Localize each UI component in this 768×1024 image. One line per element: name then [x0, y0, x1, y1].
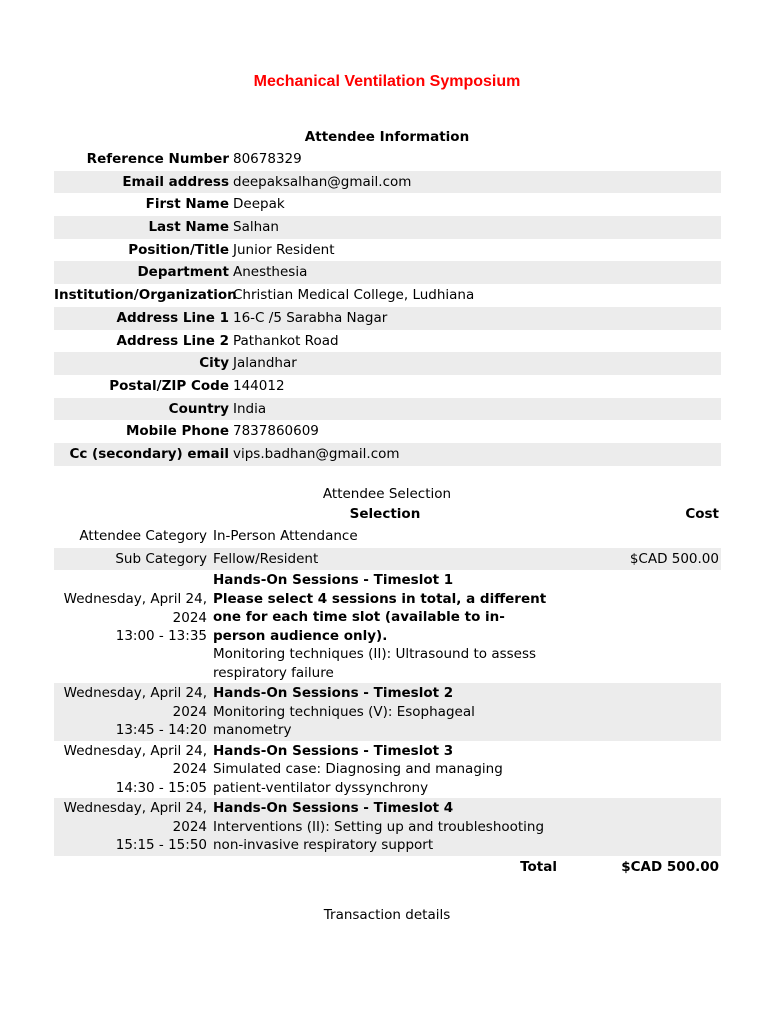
session-title: Hands-On Sessions - Timeslot 1: [213, 572, 454, 588]
info-row-country: [54, 398, 721, 421]
session-time: 13:00 - 13:35: [115, 628, 207, 644]
sub-category-row: [54, 548, 721, 571]
info-value: 7837860609: [233, 423, 319, 440]
session-row-timeslot-2: [54, 683, 721, 741]
info-row-address-line-2: [54, 330, 721, 353]
info-label: Country: [168, 400, 229, 417]
sub-category-label: Sub Category: [115, 550, 207, 567]
session-datetime: [54, 741, 211, 799]
info-row-position-title: [54, 239, 721, 262]
attendee-selection-table: [54, 503, 721, 878]
info-label: Mobile Phone: [125, 423, 229, 440]
info-value: 80678329: [233, 151, 302, 167]
info-label: Institution/Organization: [54, 287, 237, 304]
session-time: 14:30 - 15:05: [115, 779, 207, 796]
session-title: Hands-On Sessions - Timeslot 3: [213, 742, 454, 759]
session-datetime: [54, 683, 211, 741]
info-value: Junior Resident: [233, 241, 335, 258]
session-date: Wednesday, April 24, 2024: [63, 742, 207, 777]
session-row-timeslot-4: [54, 798, 721, 856]
header-spacer: [54, 503, 211, 525]
sub-category-cost: $CAD 500.00: [629, 550, 719, 567]
info-label: First Name: [145, 196, 229, 213]
session-date: Wednesday, April 24, 2024: [63, 591, 207, 626]
cost-column-header: Cost: [685, 506, 719, 522]
info-value: vips.badhan@gmail.com: [233, 445, 400, 462]
attendee-category-row: [54, 525, 721, 548]
info-row-department: [54, 261, 721, 284]
session-cost: [557, 570, 721, 683]
info-row-cc-email: [54, 443, 721, 466]
info-value: Deepak: [233, 196, 285, 213]
info-label: Postal/ZIP Code: [109, 377, 229, 394]
session-row-timeslot-1: [54, 570, 721, 683]
session-title: Hands-On Sessions - Timeslot 2: [213, 685, 454, 701]
info-value: 16-C /5 Sarabha Nagar: [233, 309, 388, 326]
info-value: 144012: [233, 377, 285, 394]
info-row-mobile-phone: [54, 420, 721, 443]
info-label: Cc (secondary) email: [69, 445, 229, 462]
info-value: Anesthesia: [233, 264, 308, 281]
info-label: Address Line 2: [116, 332, 229, 349]
info-value: Jalandhar: [233, 355, 297, 372]
info-row-postal-code: [54, 375, 721, 398]
info-row-last-name: [54, 216, 721, 239]
session-row-timeslot-3: [54, 741, 721, 799]
info-label: City: [199, 355, 229, 372]
info-label: Reference Number: [86, 151, 229, 167]
attendee-category-label: Attendee Category: [79, 528, 207, 544]
info-value: Pathankot Road: [233, 332, 339, 349]
selection-header-row: [54, 503, 721, 525]
session-choice: Monitoring techniques (II): Ultrasound to assess respiratory failure: [213, 646, 537, 681]
info-row-reference-number: [54, 148, 721, 171]
selection-column-header: Selection: [349, 506, 421, 522]
info-label: Position/Title: [128, 241, 229, 258]
info-value: Salhan: [233, 219, 279, 236]
total-value: $CAD 500.00: [621, 858, 719, 875]
attendee-selection-heading: Attendee Selection: [322, 486, 452, 502]
session-cost: [557, 741, 721, 799]
session-date: Wednesday, April 24, 2024: [63, 800, 207, 835]
session-cost: [557, 683, 721, 741]
info-row-institution: [54, 284, 721, 307]
info-label: Last Name: [148, 219, 229, 236]
sub-category-value: Fellow/Resident: [213, 550, 319, 567]
attendee-information-table: [54, 148, 721, 466]
session-datetime: [54, 570, 211, 683]
total-spacer: [54, 856, 211, 878]
transaction-details-heading: Transaction details: [323, 907, 451, 923]
total-label: Total: [520, 858, 557, 875]
info-value: deepaksalhan@gmail.com: [233, 173, 412, 190]
attendee-information-heading: Attendee Information: [304, 129, 470, 145]
info-label: Department: [137, 264, 229, 281]
info-row-address-line-1: [54, 307, 721, 330]
info-row-city: [54, 352, 721, 375]
attendee-category-cost: [557, 525, 721, 548]
info-row-email: [54, 171, 721, 194]
info-label: Email address: [122, 173, 229, 190]
info-value: Christian Medical College, Ludhiana: [233, 287, 475, 304]
session-details: [211, 683, 557, 741]
session-title: Hands-On Sessions - Timeslot 4: [213, 800, 454, 816]
session-time: 13:45 - 14:20: [115, 722, 207, 738]
info-value: India: [233, 400, 267, 417]
info-row-first-name: [54, 193, 721, 216]
info-label: Address Line 1: [116, 309, 229, 326]
session-note: Please select 4 sessions in total, a different one for each time slot (available to in-person audience only).: [213, 590, 547, 644]
session-cost: [557, 798, 721, 856]
session-datetime: [54, 798, 211, 856]
session-choice: Interventions (II): Setting up and troubleshooting non-invasive respiratory support: [213, 818, 545, 853]
session-details: [211, 741, 557, 799]
total-row: [54, 856, 721, 878]
session-date: Wednesday, April 24, 2024: [63, 685, 207, 720]
session-details: [211, 570, 557, 683]
session-time: 15:15 - 15:50: [115, 837, 207, 853]
attendee-category-value: In-Person Attendance: [213, 528, 358, 544]
page-title: Mechanical Ventilation Symposium: [253, 73, 521, 90]
session-details: [211, 798, 557, 856]
session-choice: Simulated case: Diagnosing and managing patient-ventilator dyssynchrony: [213, 761, 503, 796]
session-choice: Monitoring techniques (V): Esophageal manometry: [213, 703, 475, 738]
